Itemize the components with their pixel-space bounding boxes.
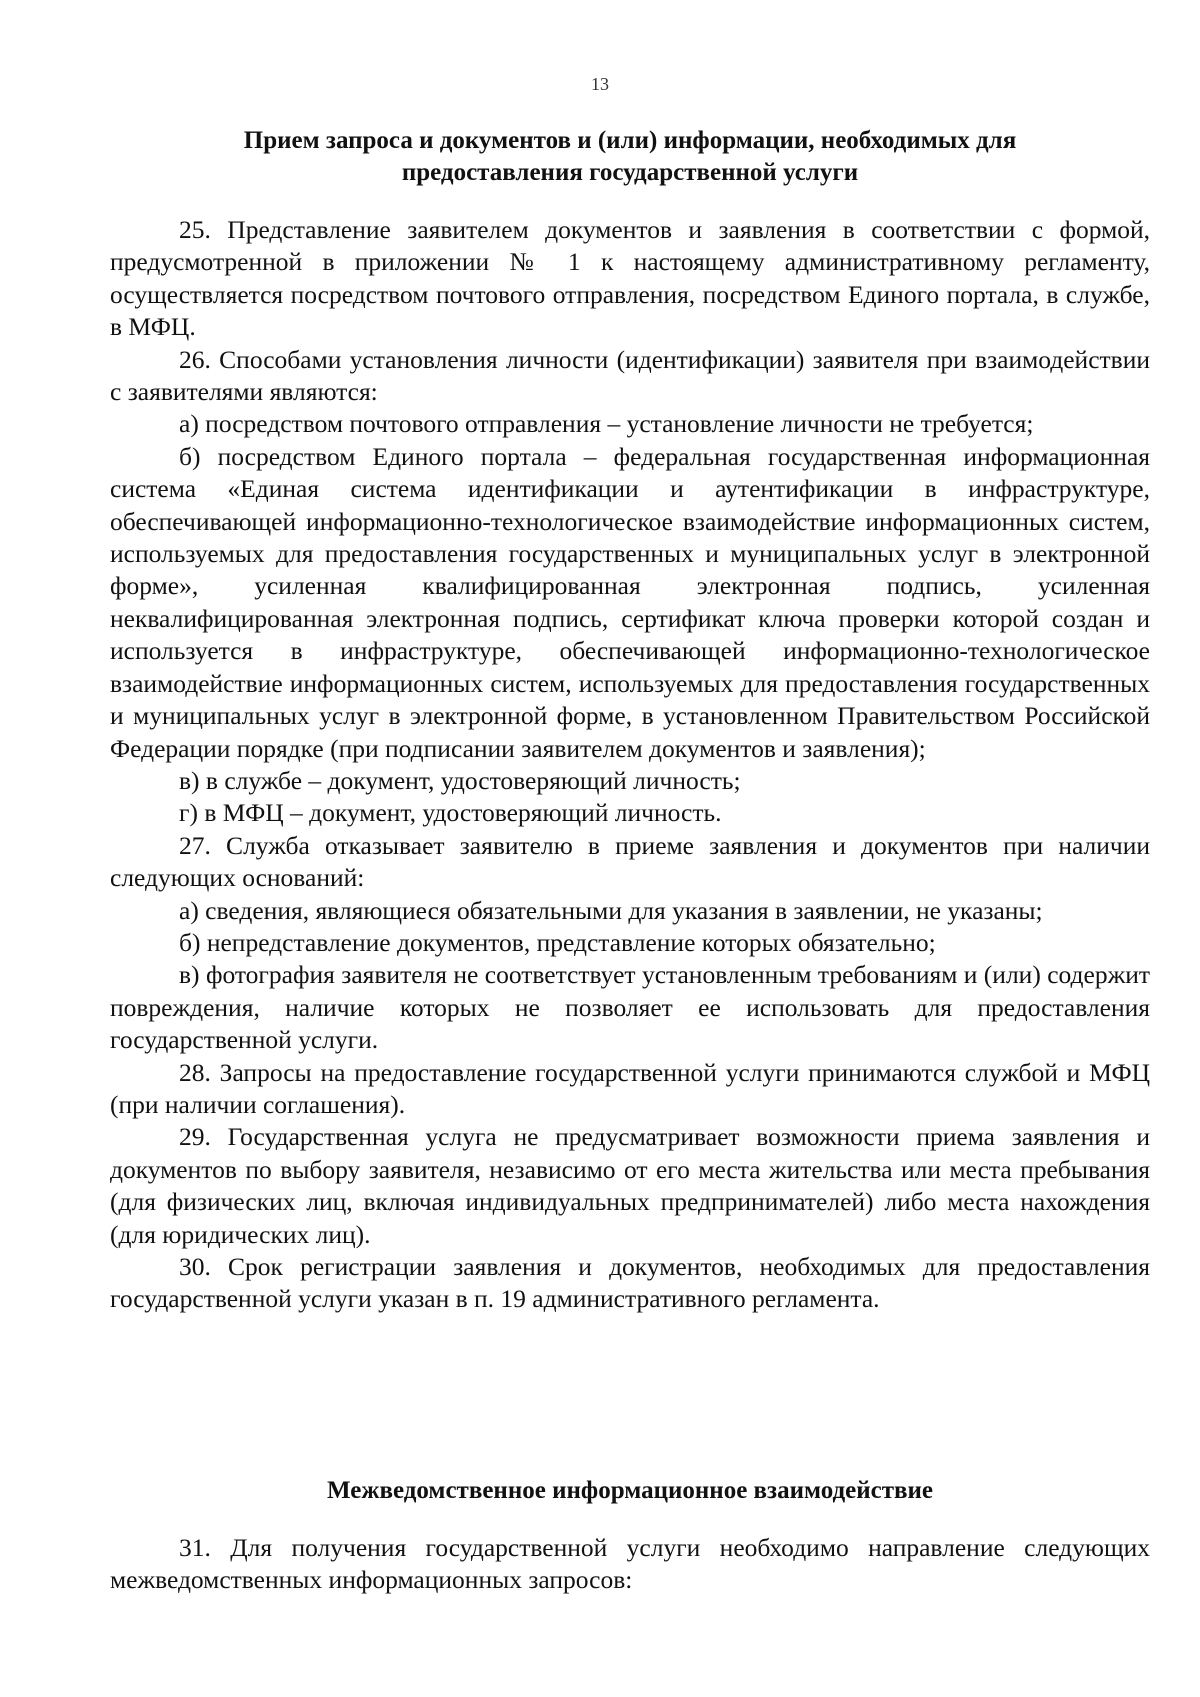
paragraph-26-item-g: г) в МФЦ – документ, удостоверяющий личность. [179,798,722,828]
paragraph-26-item-v: в) в службе – документ, удостоверяющий личность; [179,765,741,795]
page-number: 13 [591,74,609,94]
paragraph-25: 25. Представление заявителем документов и заявления в соответствии с формой, предусмотренной в приложении № 1 к настоящему административному регламенту, осуществляется посредством почтового отправления, посредством Единого портала, в службе, в МФЦ. [110,215,1150,342]
paragraph-26-item-b: б) посредством Единого портала – федеральная государственная информационная система «Единая система идентификации и аутентификации в инфраструктуре, обеспечивающей информационно-технологическое взаимодействие информационных систем, используемых для предоставления государственных и муниципальных услуг в электронной форме», усиленная квалифицированная электронная подпись, усиленная неквалифицированная электронная подпись, сертификат ключа проверки которой создан и используется в инфраструктуре, обеспечивающей информационно-технологическое взаимодействие информационных систем, используемых для предоставления государственных и муниципальных услуг в электронной форме, в установленном Правительством Российской Федерации порядке (при подписании заявителем документов и заявления); [110,441,1150,763]
paragraph-26-item-a: а) посредством почтового отправления – установление личности не требуется; [179,409,1034,439]
section-heading-reception [110,125,1150,189]
paragraph-27: 27. Служба отказывает заявителю в приеме заявления и документов при наличии следующих оснований: [110,830,1150,893]
paragraph-27-item-a: а) сведения, являющиеся обязательными для указания в заявлении, не указаны; [179,895,1043,925]
paragraph-31: 31. Для получения государственной услуги необходимо направление следующих межведомственных информационных запросов: [110,1533,1150,1595]
section-heading-line-2: предоставления государственной услуги [401,159,859,186]
paragraph-29: 29. Государственная услуга не предусматривает возможности приема заявления и документов по выбору заявителя, независимо от его места жительства или места пребывания (для физических лиц, включая индивидуальных предпринимателей) либо места нахождения (для юридических лиц). [110,1122,1150,1249]
section-heading-interagency: Межведомственное информационное взаимодействие [327,1477,933,1504]
paragraph-28: 28. Запросы на предоставление государственной услуги принимаются службой и МФЦ (при наличии соглашения). [110,1057,1150,1119]
paragraph-26: 26. Способами установления личности (идентификации) заявителя при взаимодействии с заявителями являются: [110,344,1150,407]
paragraph-27-item-v: в) фотография заявителя не соответствует установленным требованиям и (или) содержит повреждения, наличие которых не позволяет ее использовать для предоставления государственной услуги. [110,960,1150,1055]
paragraph-30: 30. Срок регистрации заявления и документов, необходимых для предоставления государственной услуги указан в п. 19 административного регламента. [110,1252,1150,1314]
paragraph-27-item-b: б) непредставление документов, представление которых обязательно; [179,927,936,957]
section-body-reception [110,214,1150,1316]
section-heading-line-1: Прием запроса и документов и (или) информации, необходимых для [243,127,1017,154]
section-body-interagency [110,1532,1150,1597]
